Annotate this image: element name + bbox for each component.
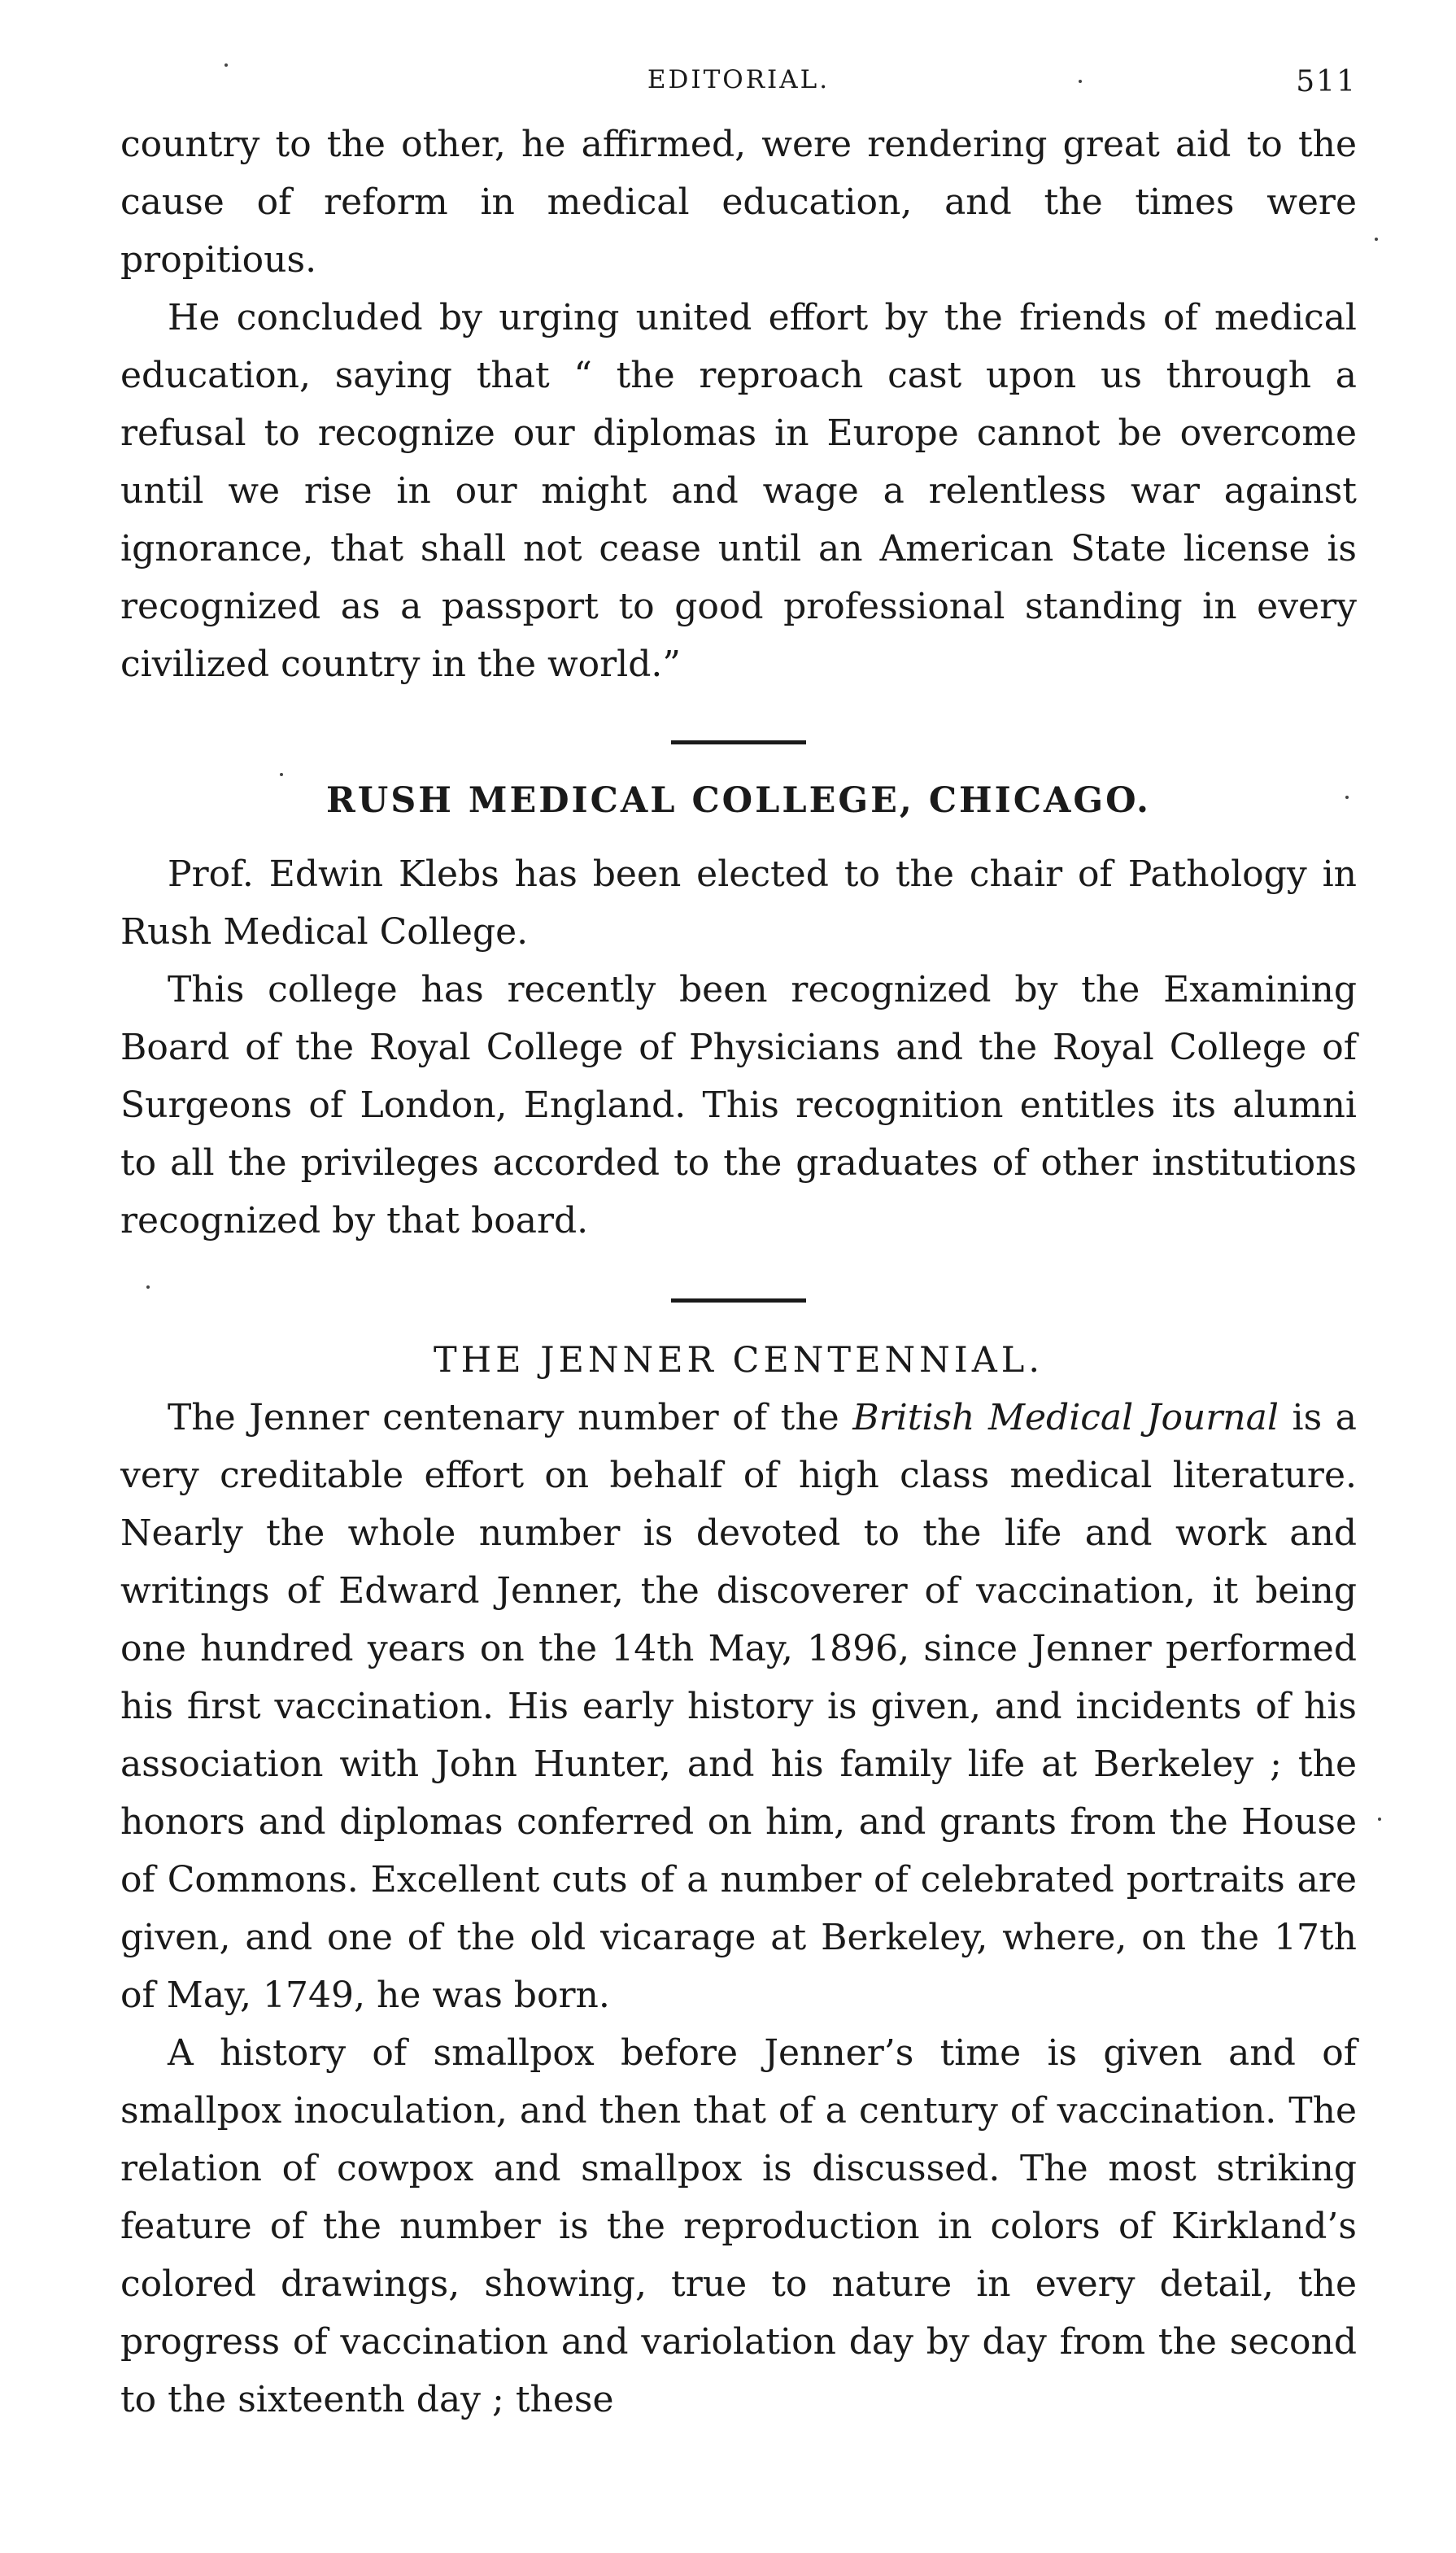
page-number: 511 xyxy=(1296,65,1357,98)
journal-title: British Medical Journal xyxy=(852,1397,1279,1438)
section-heading-jenner: THE JENNER CENTENNIAL. xyxy=(433,1340,1044,1381)
section-divider xyxy=(671,1298,806,1303)
running-title: EDITORIAL. xyxy=(647,65,830,94)
paragraph-intro-conclusion: He concluded by urging united effort by the friends of medical education, saying that “ the reproach cast upon us through a refusal to recognize our diplomas in Europe cannot be overcome until we rise in our might and wage a relentless war against ignorance, that shall not cease until an American State license is recognized as a passport to good professional standing in every civilized country in the world.” xyxy=(120,297,1357,685)
paragraph-rush-klebs: Prof. Edwin Klebs has been elected to the chair of Pathology in Rush Medical College. xyxy=(120,853,1357,953)
scan-speck xyxy=(280,773,283,776)
paragraph-jenner-centenary xyxy=(120,1389,1357,2024)
running-head xyxy=(120,57,1357,116)
paragraph-jenner-smallpox-history: A history of smallpox before Jenner’s time is given and of smallpox inoculation, and then that of a century of vaccination. The relation of cowpox and smallpox is discussed. The most striking feature of the number is the reproduction in colors of Kirkland’s colored drawings, showing, true to nature in every detail, the progress of vaccination and variolation day by day from the second to the sixteenth day ; these xyxy=(120,2032,1357,2420)
scan-speck xyxy=(1345,796,1349,799)
paragraph-text: is a very creditable effort on behalf of high class medical literature. Nearly the whole number is devoted to the life and work and writings of Edward Jenner, the discoverer of vaccination, it being one hundred years on the 14th May, 1896, since Jenner performed his first vaccination. His early history is given, and incidents of his association with John Hunter, and his family life at Berkeley ; the honors and diplomas conferred on him, and grants from the House of Commons. Excellent cuts of a number of celebrated portraits are given, and one of the old vicarage at Berkeley, where, on the 17th of May, 1749, he was born. xyxy=(120,1397,1357,2016)
paragraph-text: The Jenner centenary number of the xyxy=(168,1397,853,1438)
scan-speck xyxy=(225,63,228,67)
scan-speck xyxy=(1375,238,1378,241)
book-page xyxy=(120,57,1357,2429)
section-heading-rush: RUSH MEDICAL COLLEGE, CHICAGO. xyxy=(326,780,1151,821)
paragraph-rush-recognition: This college has recently been recognized by the Examining Board of the Royal College of Physicians and the Royal College of Surgeons of London, England. This recognition entitles its alumni to all the privileges accorded to the graduates of other institutions recognized by that board. xyxy=(120,969,1357,1242)
paragraph-intro-continuation: country to the other, he affirmed, were rendering great aid to the cause of reform in medical education, and the times were propitious. xyxy=(120,124,1357,281)
scan-speck xyxy=(146,1285,150,1289)
section-divider xyxy=(671,740,806,744)
scan-speck xyxy=(1079,80,1082,83)
scan-speck xyxy=(1378,1818,1381,1821)
